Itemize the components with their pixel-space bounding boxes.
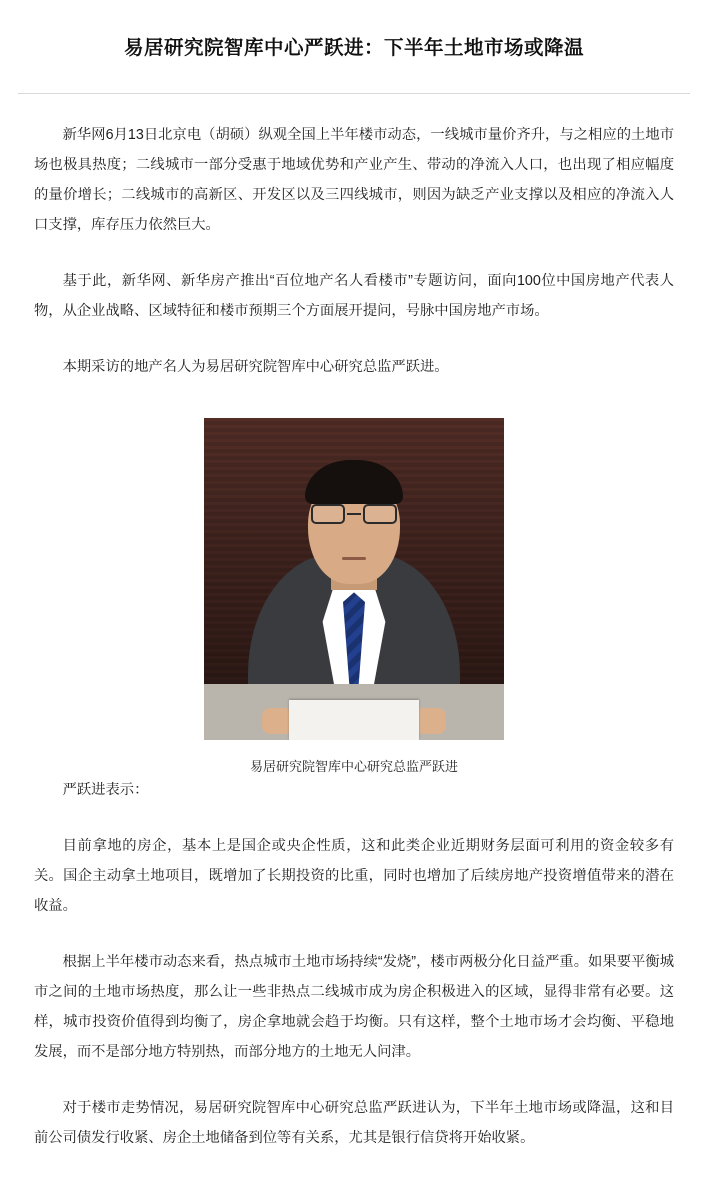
paper-document	[289, 700, 419, 740]
paragraph: 基于此，新华网、新华房产推出“百位地产名人看楼市”专题访问，面向100位中国房地产代表人物，从企业战略、区域特征和楼市预期三个方面展开提问，号脉中国房地产市场。	[34, 273, 674, 320]
portrait-photo	[204, 418, 504, 740]
person-mouth	[342, 557, 366, 560]
person-hand-left	[262, 708, 292, 734]
glasses-lens-left	[311, 504, 345, 524]
paragraph: 严跃进表示：	[62, 782, 149, 799]
glasses-bridge	[347, 513, 361, 515]
page-title: 易居研究院智库中心严跃进：下半年土地市场或降温	[123, 38, 584, 60]
article-page	[0, 13, 708, 1200]
paragraph: 根据上半年楼市动态来看，热点城市土地市场持续“发烧”，楼市两极分化日益严重。如果要平衡城市之间的土地市场热度，那么让一些非热点二线城市成为房企积极进入的区域，显得非常有必要。这样，城市投资价值得到均衡了，房企拿地就会趋于均衡。只有这样，整个土地市场才会均衡、平稳地发展，而不是部分地方特别热，而部分地方的土地无人问津。	[34, 954, 674, 1061]
title-divider	[18, 93, 690, 94]
article-body	[0, 120, 708, 1153]
person-hand-right	[416, 708, 446, 734]
article-figure	[34, 418, 674, 775]
paragraph: 目前拿地的房企，基本上是国企或央企性质，这和此类企业近期财务层面可利用的资金较多有关。国企主动拿土地项目，既增加了长期投资的比重，同时也增加了后续房地产投资增值带来的潜在收益。	[34, 838, 674, 915]
glasses-lens-right	[363, 504, 397, 524]
figure-caption: 易居研究院智库中心研究总监严跃进	[249, 759, 458, 775]
glasses-icon	[311, 504, 397, 526]
paragraph: 本期采访的地产名人为易居研究院智库中心研究总监严跃进。	[62, 359, 449, 376]
paragraph: 新华网6月13日北京电（胡硕）纵观全国上半年楼市动态，一线城市量价齐升，与之相应的土地市场也极具热度；二线城市一部分受惠于地域优势和产业产生、带动的净流入人口，也出现了相应幅度的量价增长；二线城市的高新区、开发区以及三四线城市，则因为缺乏产业支撑以及相应的净流入人口支撑，库存压力依然巨大。	[34, 127, 674, 234]
paragraph: 对于楼市走势情况，易居研究院智库中心研究总监严跃进认为，下半年土地市场或降温，这和目前公司债发行收紧、房企土地储备到位等有关系，尤其是银行信贷将开始收紧。	[34, 1100, 674, 1147]
